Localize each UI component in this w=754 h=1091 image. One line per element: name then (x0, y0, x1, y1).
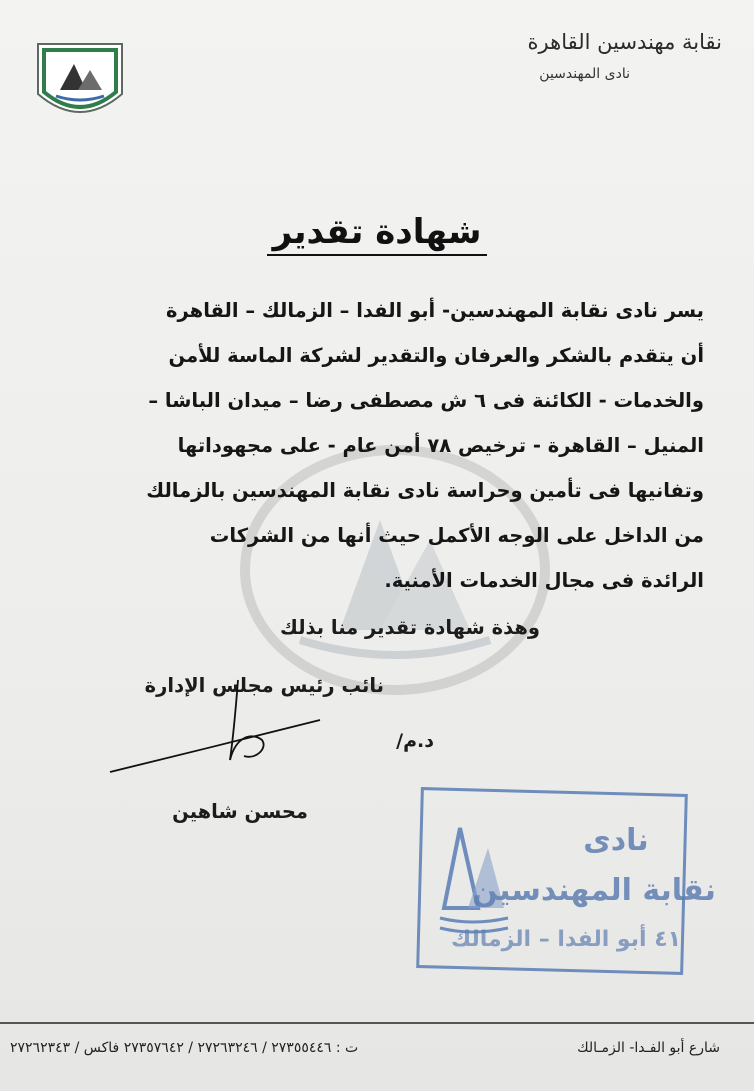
body-line: المنيل – القاهرة - ترخيص ٧٨ أمن عام - على مجهوداتها (177, 434, 704, 457)
body-line: وتفانيها فى تأمين وحراسة نادى نقابة المهندسين بالزمالك (146, 479, 704, 502)
body-line: من الداخل على الوجه الأكمل حيث أنها من الشركات (209, 524, 704, 547)
club-name: نادى المهندسين (539, 66, 630, 82)
closing-statement: وهذة شهادة تقدير منا بذلك (280, 616, 540, 639)
svg-text:٤١ أبو الفدا – الزمالك: ٤١ أبو الفدا – الزمالك (450, 927, 682, 952)
svg-text:نادى: نادى (583, 823, 649, 858)
club-stamp-icon (416, 788, 716, 974)
body-line: والخدمات - الكائنة فى ٦ ش مصطفى رضا – ميدان الباشا – (148, 389, 704, 412)
signatory-role: نائب رئيس مجلس الإدارة (144, 674, 384, 697)
body-line: يسر نادى نقابة المهندسين- أبو الفدا – الزمالك – القاهرة (166, 299, 704, 322)
footer-address: شارع أبو الفـدا- الزمـالك (577, 1040, 720, 1056)
handwritten-signature-icon (106, 676, 326, 786)
certificate-body (44, 288, 704, 603)
footer-divider (0, 1022, 754, 1024)
certificate-title-text: شهادة تقدير (267, 212, 488, 256)
body-line: أن يتقدم بالشكر والعرفان والتقدير لشركة الماسة للأمن (168, 344, 704, 367)
union-name: نقابة مهندسين القاهرة (527, 30, 722, 54)
signatory-prefix: د.م/ (396, 730, 434, 752)
signatory-name: محسن شاهين (172, 800, 308, 823)
certificate-title (0, 212, 754, 252)
body-line: الرائدة فى مجال الخدمات الأمنية. (384, 569, 704, 592)
svg-text:نقابة المهندسين: نقابة المهندسين (472, 873, 716, 908)
union-logo-icon (30, 38, 130, 130)
footer-phones: ت : ٢٧٣٥٥٤٤٦ / ٢٧٢٦٣٢٤٦ / ٢٧٣٥٧٦٤٢ فاكس / ٢٧٢٦٢٣٤٣ (10, 1040, 359, 1056)
